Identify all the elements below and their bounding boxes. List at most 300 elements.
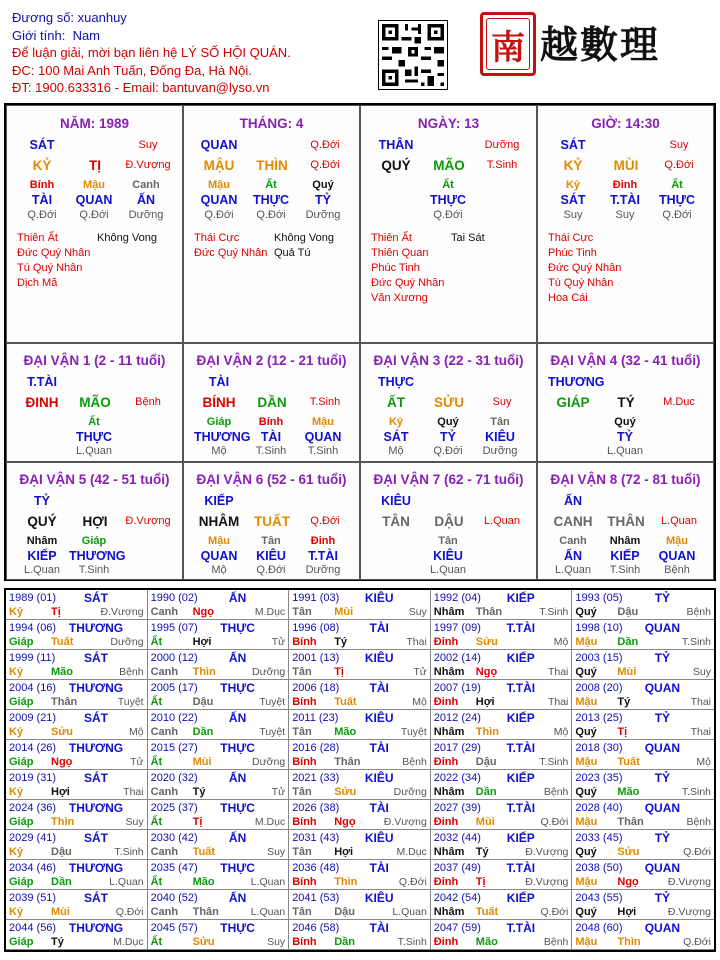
year-label: 2032 (44) [433,832,481,844]
year-cell[interactable] [289,830,431,860]
year-can: Nhâm [433,606,465,618]
year-cell[interactable] [431,920,573,950]
year-can: Bính [292,936,317,948]
pillar-chi: MÙI [613,158,639,173]
year-chi: Dần [334,936,355,948]
dai-van-hidden-stem: Tân [261,535,281,547]
star-good: Thiên Ất [17,232,58,244]
dai-van-hidden-stage: Mộ [388,445,404,457]
year-cell[interactable] [289,590,431,620]
dai-van-title: ĐẠI VẬN 4 (32 - 41 tuổi) [550,353,701,368]
dai-van-hidden-stage: L.Quan [554,564,592,576]
year-can: Quý [575,786,597,798]
year-can: Giáp [9,876,34,888]
year-stage: Tử [130,756,144,768]
year-can: Đinh [433,756,459,768]
star-good: Văn Xương [371,292,428,304]
year-label: 2036 (48) [292,862,340,874]
dai-van-4 [537,343,714,462]
pillar-stage: T.Sinh [486,159,518,171]
hidden-stem: Kỷ [565,179,581,191]
year-god: SÁT [84,831,108,845]
pillar-god-top: THÂN [378,138,414,152]
year-god: THƯƠNG [68,621,124,635]
hidden-god: THỰC [252,193,290,207]
year-label: 2012 (24) [433,712,481,724]
year-god: ẤN [228,591,247,605]
year-cell[interactable] [148,650,290,680]
year-label: 2020 (32) [150,772,198,784]
year-god: SÁT [84,711,108,725]
gender-value: Nam [72,27,101,43]
year-chi: Hợi [475,696,495,708]
year-can: Nhâm [433,726,465,738]
year-cell[interactable] [6,680,148,710]
dai-van-hidden-stem: Giáp [206,416,232,428]
year-chi: Tị [475,876,486,888]
year-chi: Dậu [475,756,497,768]
year-god: THƯƠNG [68,921,124,935]
year-label: 1994 (06) [9,622,57,634]
year-god: KIÊU [364,651,394,665]
dai-van-god: KIÊU [381,494,411,508]
dai-van-hidden-stage: Dưỡng [482,445,518,457]
year-cell[interactable] [148,710,290,740]
chart-main [4,103,716,581]
year-god: ẤN [228,711,247,725]
year-chi: Thân [617,816,644,828]
year-god: THỰC [220,741,255,755]
dai-van-hidden-god: KIẾP [27,549,57,563]
year-cell[interactable] [289,650,431,680]
year-cell[interactable] [289,800,431,830]
year-stage: Thai [406,636,427,648]
hidden-god: THỰC [658,193,696,207]
year-stage: T.Sinh [114,846,144,858]
pillar-2 [183,105,360,343]
pillar-stage: Q.Đới [664,159,694,171]
year-stage: Bệnh [402,756,427,768]
year-stage: Đ.Vượng [525,846,569,858]
year-label: 2041 (53) [292,892,340,904]
year-cell[interactable] [6,830,148,860]
star-good: Đức Quý Nhân [194,247,268,259]
year-label: 2043 (55) [575,892,623,904]
year-god: QUAN [644,621,681,635]
star-good: Hoa Cái [548,292,588,304]
dai-van-hidden-stem: Quý [437,416,459,428]
year-cell[interactable] [289,860,431,890]
year-cell[interactable] [572,710,714,740]
year-god: SÁT [84,771,108,785]
year-chi: Dậu [334,906,355,918]
seal-character: 南 [491,27,525,68]
year-label: 2040 (52) [150,892,198,904]
year-can: Kỷ [9,786,24,798]
dai-van-can: QUÝ [27,514,57,529]
dai-van-hidden-god: KIẾP [610,549,640,563]
year-label: 2016 (28) [292,742,340,754]
year-chi: Hợi [192,636,212,648]
pillar-can: MẬU [203,158,235,173]
pillar-can: QUÝ [381,158,411,173]
year-can: Tân [292,666,312,678]
star-bad: Tai Sát [451,232,485,244]
year-stage: Thai [123,786,144,798]
year-god: QUAN [644,921,681,935]
year-chi: Mão [617,786,640,798]
year-chi: Tuất [334,696,357,708]
year-stage: Mộ [696,756,711,768]
year-cell[interactable] [431,650,573,680]
year-god: KIÊU [364,591,394,605]
dai-van-stage: T.Sinh [309,396,341,408]
year-god: KIẾP [506,651,535,665]
year-can: Nhâm [433,846,465,858]
year-god: T.TÀI [506,861,536,875]
year-label: 2047 (59) [433,922,481,934]
year-can: Giáp [9,756,34,768]
pillar-god-top: QUAN [200,138,238,152]
dai-van-hidden-god: KIÊU [433,549,463,563]
year-chi: Sửu [192,936,215,948]
year-cell[interactable] [431,680,573,710]
year-label: 2044 (56) [9,922,57,934]
year-can: Đinh [433,936,459,948]
year-cell[interactable] [431,740,573,770]
year-stage: Đ.Vượng [525,876,569,888]
star-good: Phúc Tinh [371,262,420,274]
dai-van-hidden-god: THƯƠNG [69,549,126,563]
year-cell[interactable] [148,740,290,770]
year-chi: Ngọ [334,816,356,828]
year-god: T.TÀI [506,621,536,635]
dai-van-hidden-stem: Mậu [208,535,230,547]
year-cell[interactable] [431,860,573,890]
dai-van-chi: TUẤT [254,514,290,529]
year-label: 2042 (54) [433,892,481,904]
year-god: KIẾP [506,711,535,725]
year-cell[interactable] [289,890,431,920]
year-cell[interactable] [572,800,714,830]
year-cell[interactable] [572,620,714,650]
year-can: Mậu [575,696,598,708]
dai-van-hidden-stage: Q.Đới [256,564,286,576]
year-label: 1996 (08) [292,622,340,634]
star-good: Dịch Mã [17,277,58,289]
year-stage: Mộ [553,726,569,738]
dai-van-stage: Suy [492,396,512,408]
year-cell[interactable] [6,890,148,920]
year-cell[interactable] [6,650,148,680]
year-cell[interactable] [289,770,431,800]
year-can: Quý [575,606,597,618]
year-cell[interactable] [572,650,714,680]
year-cell[interactable] [572,590,714,620]
hidden-god: SÁT [560,193,586,207]
year-stage: Thai [547,666,569,678]
year-cell[interactable] [572,890,714,920]
year-cell[interactable] [6,710,148,740]
dai-van-8 [537,462,714,580]
star-bad: Quả Tú [274,247,311,259]
year-label: 1989 (01) [9,592,57,604]
year-god: TỶ [654,711,671,725]
year-can: Quý [575,666,597,678]
year-cell[interactable] [572,770,714,800]
pillar-chi: MÃO [433,158,465,173]
year-god: KIÊU [364,711,394,725]
hidden-stem: Đinh [612,179,638,191]
hidden-stem: Ất [671,179,683,191]
year-chi: Sửu [475,636,498,648]
qr-code-icon[interactable] [378,20,448,90]
year-stage: Q.Đới [540,816,569,828]
year-label: 2007 (19) [433,682,481,694]
year-can: Đinh [433,816,459,828]
year-cell[interactable] [148,800,290,830]
year-chi: Mùi [334,606,354,618]
year-cell[interactable] [431,590,573,620]
year-can: Canh [150,846,179,858]
dai-van-hidden-stem: Mậu [312,416,334,428]
year-cell[interactable] [6,800,148,830]
year-label: 2037 (49) [433,862,481,874]
year-can: Kỷ [9,906,24,918]
year-label: 1993 (05) [575,592,623,604]
year-cell[interactable] [6,740,148,770]
hidden-stem: Ất [442,179,454,191]
dai-van-1 [6,343,183,462]
star-good: Thái Cực [194,232,240,244]
year-label: 1991 (03) [292,592,340,604]
year-stage: Tuyệt [259,696,286,708]
year-stage: T.Sinh [681,636,711,648]
year-stage: Tuyệt [117,696,144,708]
year-stage: Dưỡng [393,786,427,798]
star-good: Đức Quý Nhân [371,277,445,289]
dai-van-7 [360,462,537,580]
year-can: Mậu [575,876,598,888]
year-cell[interactable] [6,860,148,890]
dai-van-hidden-stem: Tân [490,416,510,428]
year-cell[interactable] [289,920,431,950]
header-info [12,9,291,97]
year-label: 2026 (38) [292,802,340,814]
year-can: Ất [150,756,163,768]
year-chi: Thân [192,906,219,918]
hidden-stem: Canh [132,179,160,191]
year-can: Giáp [9,936,34,948]
year-label: 2033 (45) [575,832,623,844]
year-can: Đinh [433,696,459,708]
year-cell[interactable] [289,680,431,710]
year-god: KIẾP [506,831,535,845]
year-cell[interactable] [289,710,431,740]
pillar-3 [360,105,537,343]
year-label: 2005 (17) [150,682,198,694]
year-stage: L.Quan [250,876,286,888]
year-cell[interactable] [572,680,714,710]
year-cell[interactable] [572,830,714,860]
year-cell[interactable] [148,770,290,800]
year-cell[interactable] [572,920,714,950]
year-cell[interactable] [6,770,148,800]
year-god: KIÊU [364,831,394,845]
year-god: TỶ [654,831,671,845]
year-stage: Bệnh [686,606,711,618]
year-chi: Mùi [617,666,637,678]
year-cell[interactable] [572,740,714,770]
year-label: 2019 (31) [9,772,57,784]
year-chi: Hợi [617,906,637,918]
brand-title: 越數理 [540,22,661,67]
year-cell[interactable] [148,860,290,890]
hidden-stem: Bính [29,179,55,191]
year-cell[interactable] [431,620,573,650]
dai-van-chi: MÃO [79,395,111,410]
hidden-stage: Q.Đới [662,209,692,221]
year-can: Giáp [9,816,34,828]
year-can: Mậu [575,936,598,948]
year-chi: Thìn [334,876,358,888]
year-cell[interactable] [572,860,714,890]
dai-van-stage: Bệnh [135,396,161,408]
gender-line: Giới tính: Nam [12,27,101,43]
dai-van-can: BÍNH [202,395,236,410]
year-god: TỶ [654,591,671,605]
year-label: 2015 (27) [150,742,198,754]
year-label: 2001 (13) [292,652,340,664]
year-cell[interactable] [148,920,290,950]
dai-van-god: THƯƠNG [548,375,605,389]
year-cell[interactable] [148,590,290,620]
year-cell[interactable] [6,920,148,950]
year-god: ẤN [228,771,247,785]
hidden-god: T.TÀI [610,193,640,207]
year-chi: Tị [51,606,61,618]
year-cell[interactable] [289,620,431,650]
dai-van-hidden-stem: Kỷ [388,416,404,428]
year-cell[interactable] [431,830,573,860]
year-chi: Dần [475,786,497,798]
year-can: Canh [150,606,179,618]
star-good: Đức Quý Nhân [17,247,91,259]
year-god: THƯƠNG [68,681,124,695]
year-can: Kỷ [9,666,24,678]
year-god: TÀI [369,801,389,815]
year-chi: Thân [334,756,361,768]
year-cell[interactable] [431,890,573,920]
year-chi: Ngọ [617,876,639,888]
year-chi: Thân [475,606,503,618]
dai-van-hidden-stage: L.Quan [606,445,644,457]
year-stage: Dưỡng [110,636,144,648]
year-cell[interactable] [6,590,148,620]
year-label: 2013 (25) [575,712,623,724]
year-stage: Bệnh [543,786,569,798]
year-label: 2048 (60) [575,922,623,934]
dai-van-hidden-stage: Bệnh [664,564,690,576]
year-cell[interactable] [431,800,573,830]
dai-van-stage: L.Quan [660,515,698,527]
year-cell[interactable] [289,740,431,770]
year-cell[interactable] [431,710,573,740]
year-cell[interactable] [6,620,148,650]
dai-van-stage: Đ.Vượng [125,515,171,527]
year-stage: Tử [271,636,286,648]
year-label: 1999 (11) [9,652,56,664]
year-can: Đinh [433,636,459,648]
year-god: TÀI [369,681,389,695]
hidden-stage: Q.Đới [79,209,109,221]
dai-van-hidden-stem: Bính [258,416,284,428]
year-god: KIÊU [364,891,394,905]
dai-van-hidden-stage: L.Quan [429,564,467,576]
star-good: Thiên Ất [371,232,412,244]
dai-van-hidden-stem: Quý [614,416,636,428]
hidden-god: TÀI [31,193,53,207]
year-cell[interactable] [431,770,573,800]
year-chi: Mão [192,876,215,888]
dai-van-hidden-god: KIÊU [485,430,515,444]
year-chi: Dần [192,726,214,738]
year-label: 2017 (29) [433,742,481,754]
year-label: 1997 (09) [433,622,481,634]
year-label: 2046 (58) [292,922,340,934]
year-can: Tân [292,726,312,738]
dai-van-can: NHÂM [198,514,240,529]
hidden-stage: Dưỡng [128,209,164,221]
year-chi: Mùi [192,756,212,768]
year-chi: Tị [617,726,628,738]
year-cell[interactable] [148,830,290,860]
year-cell[interactable] [148,680,290,710]
hidden-god: ẤN [136,193,156,207]
hidden-stage: Q.Đới [433,209,463,221]
owner-name: xuanhuy [77,10,127,25]
year-god: THƯƠNG [68,861,124,875]
year-god: T.TÀI [506,801,536,815]
year-can: Ất [150,816,163,828]
year-god: QUAN [644,681,681,695]
hidden-god: THỰC [429,193,467,207]
year-can: Canh [150,726,179,738]
dai-van-hidden-god: QUAN [304,430,342,444]
dai-van-hidden-stage: Q.Đới [433,445,463,457]
year-cell[interactable] [148,890,290,920]
dai-van-hidden-god: TỶ [440,430,456,444]
year-stage: Suy [267,846,286,858]
dai-van-title: ĐẠI VẬN 6 (52 - 61 tuổi) [196,472,347,487]
dai-van-hidden-stage: T.Sinh [307,445,339,457]
year-can: Bính [292,636,317,648]
year-chi: Mùi [51,906,70,918]
year-god: SÁT [84,651,108,665]
dai-van-hidden-god: TÀI [260,430,282,444]
pillar-stage-top: Suy [669,139,689,151]
star-good: Thiên Quan [371,247,429,259]
year-label: 2000 (12) [150,652,198,664]
year-cell[interactable] [148,620,290,650]
contact-invite: Để luận giải, mời bạn liên hệ LÝ SỐ HỘI QUÁN. [12,45,291,60]
year-chi: Mão [51,666,73,678]
year-stage: Tử [413,666,427,678]
year-chi: Mão [475,936,498,948]
dai-van-god: TÀI [208,375,230,389]
dai-van-can: GIÁP [556,395,590,410]
hidden-stage: Q.Đới [256,209,286,221]
